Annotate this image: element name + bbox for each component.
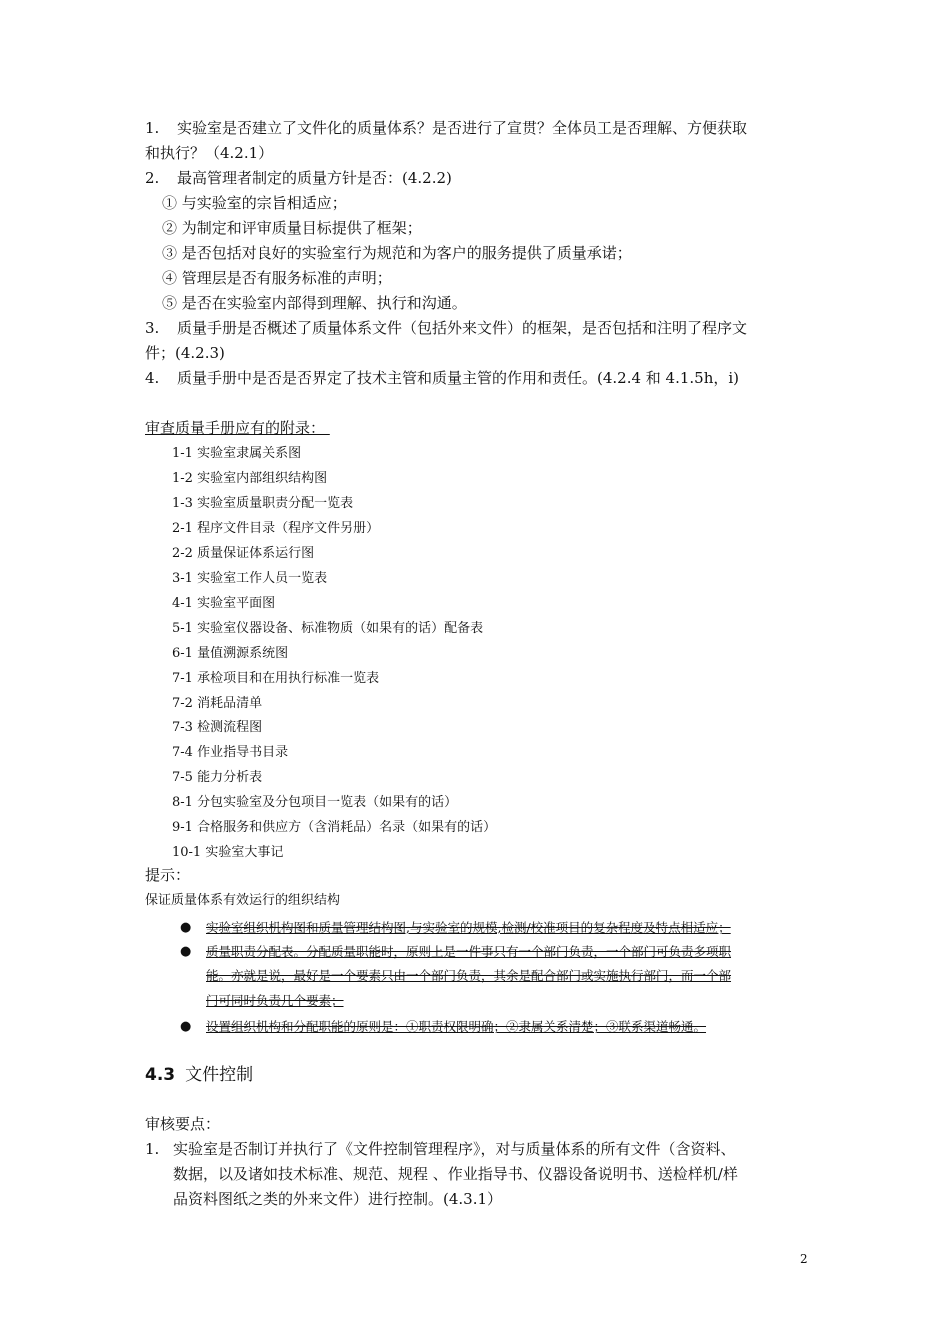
appendix-item: 9-1 合格服务和供应方（含消耗品）名录（如果有的话）	[172, 820, 497, 835]
item2-number: 2.	[145, 169, 160, 187]
appendix-item: 7-3 检测流程图	[172, 720, 263, 735]
tips-label: 提示：	[145, 866, 191, 884]
appendix-item: 7-1 承检项目和在用执行标准一览表	[172, 671, 380, 686]
item4-line: 4. 质量手册中是否是否界定了技术主管和质量主管的作用和责任。(4.2.4 和 4.1.5h，i)	[145, 369, 740, 387]
review-label: 审核要点：	[145, 1115, 221, 1133]
page-number: 2	[800, 1252, 808, 1266]
item1-number: 1.	[145, 119, 160, 137]
tip-bullet-1: 实验室组织机构图和质量管理结构图,与实验室的规模,检测/校准项目的复杂程度及特点相适应；	[206, 920, 731, 935]
sub-item-2: ② 为制定和评审质量目标提供了框架；	[162, 219, 422, 237]
item2-line: 2. 最高管理者制定的质量方针是否：(4.2.2)	[145, 169, 452, 187]
section-title: 文件控制	[185, 1065, 254, 1085]
section-number: 4.3	[145, 1065, 176, 1085]
sub-item-5: ⑤ 是否在实验室内部得到理解、执行和沟通。	[162, 294, 467, 312]
item3-number: 3.	[145, 319, 160, 337]
appendix-item: 5-1 实验室仪器设备、标准物质（如果有的话）配备表	[172, 621, 484, 636]
item1-line2: 和执行？（4.2.1）	[145, 144, 274, 162]
tip-bullet-2-line2: 能。亦就是说，最好是一个要素只由一个部门负责，其余是配合部门或实施执行部门，而一个部	[206, 968, 732, 983]
item4-number: 4.	[145, 369, 160, 387]
appendix-item: 1-2 实验室内部组织结构图	[172, 471, 328, 486]
s43-item1-number: 1.	[145, 1140, 160, 1158]
bullet-icon: ●	[180, 1019, 192, 1034]
appendix-item: 7-4 作业指导书目录	[172, 745, 289, 760]
tip-bullet-2-line1: 质量职责分配表。分配质量职能时，原则上是一件事只有一个部门负责，一个部门可负责多项职	[206, 944, 732, 959]
tip-bullet-2-line3: 门可同时负责几个要素；	[206, 993, 344, 1008]
appendix-item: 1-3 实验室质量职责分配一览表	[172, 496, 354, 511]
appendix-item: 6-1 量值溯源系统图	[172, 646, 289, 661]
item1-line1: 1. 实验室是否建立了文件化的质量体系？是否进行了宣贯？全体员工是否理解、方便获取	[145, 119, 748, 137]
appendix-item: 7-5 能力分析表	[172, 770, 263, 785]
appendix-item: 10-1 实验室大事记	[172, 845, 284, 860]
item3-line1: 3. 质量手册是否概述了质量体系文件（包括外来文件）的框架，是否包括和注明了程序文	[145, 319, 748, 337]
sub-item-1: ① 与实验室的宗旨相适应；	[162, 194, 347, 212]
s43-item1-line2: 数据，以及诸如技术标准、规范、规程 、作业指导书、仪器设备说明书、送检样机/样	[173, 1165, 738, 1183]
item3-line2: 件；(4.2.3)	[145, 344, 225, 362]
bullet-icon: ●	[180, 944, 192, 959]
tips-subtitle: 保证质量体系有效运行的组织结构	[145, 893, 341, 908]
section-4-3-heading	[145, 1060, 253, 1085]
bullet-icon: ●	[180, 920, 192, 935]
sub-item-3: ③ 是否包括对良好的实验室行为规范和为客户的服务提供了质量承诺；	[162, 244, 632, 262]
appendix-item: 2-2 质量保证体系运行图	[172, 546, 315, 561]
appendix-item: 8-1 分包实验室及分包项目一览表（如果有的话）	[172, 795, 458, 810]
appendix-item: 7-2 消耗品清单	[172, 696, 263, 711]
appendix-heading: 审查质量手册应有的附录：	[145, 419, 330, 437]
appendix-item: 2-1 程序文件目录（程序文件另册）	[172, 521, 380, 536]
appendix-item: 4-1 实验室平面图	[172, 596, 276, 611]
s43-item1-line1: 1. 实验室是否制订并执行了《文件控制管理程序》，对与质量体系的所有文件（含资料、	[145, 1140, 736, 1158]
appendix-item: 3-1 实验室工作人员一览表	[172, 571, 328, 586]
s43-item1-line3: 品资料图纸之类的外来文件）进行控制。(4.3.1）	[173, 1190, 503, 1208]
sub-item-4: ④ 管理层是否有服务标准的声明；	[162, 269, 392, 287]
tip-bullet-3: 设置组织机构和分配职能的原则是：①职责权限明确；②隶属关系清楚；③联系渠道畅通。	[206, 1019, 707, 1034]
appendix-item: 1-1 实验室隶属关系图	[172, 446, 302, 461]
